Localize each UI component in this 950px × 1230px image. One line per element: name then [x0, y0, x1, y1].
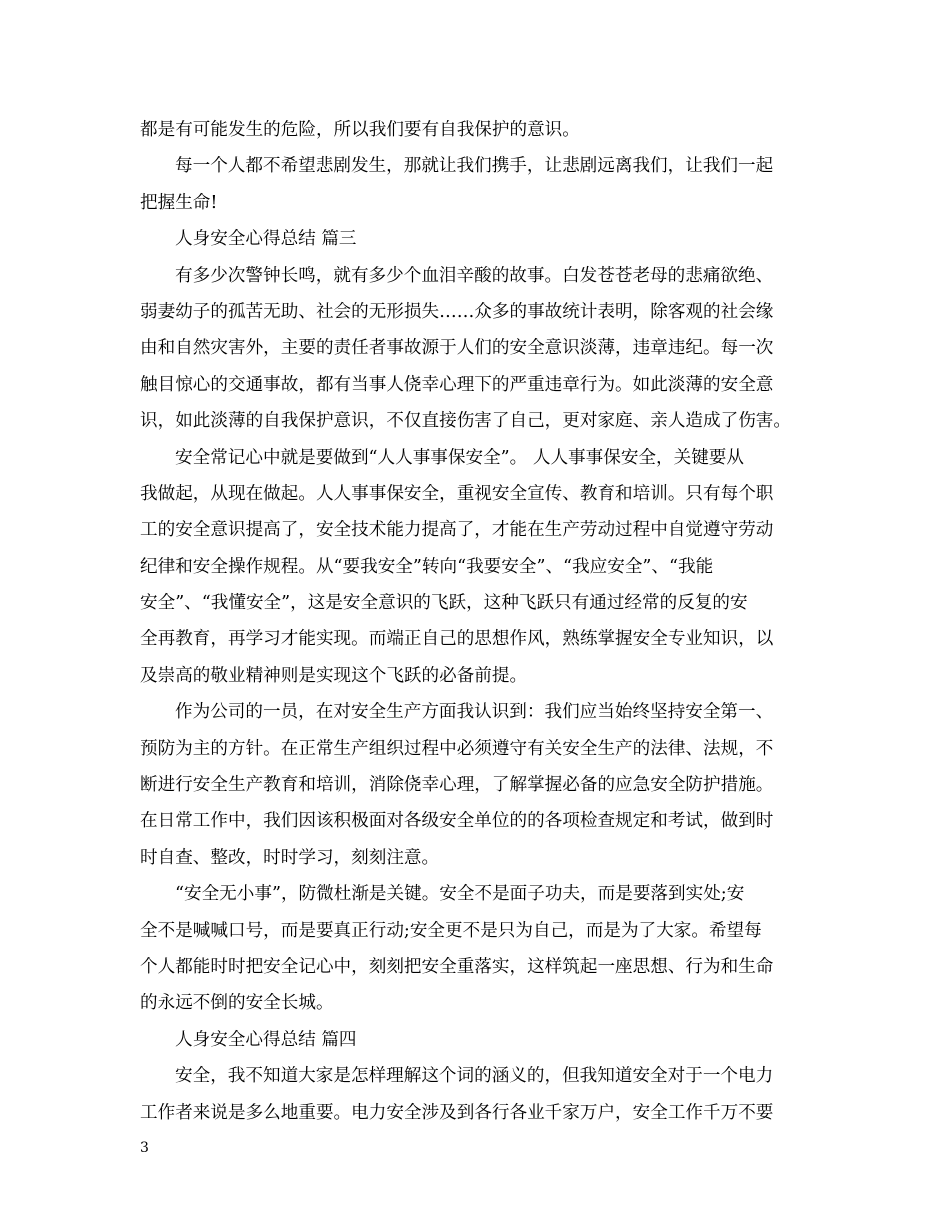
text-line: 纪律和安全操作规程。从“要我安全”转向“我要安全”、“我应安全”、“我能	[140, 556, 714, 577]
page-number: 3	[140, 1140, 149, 1156]
text-line: 在日常工作中，我们因该积极面对各级安全单位的的各项检查规定和考试，做到时	[140, 811, 774, 832]
text-line: 及崇高的敬业精神则是实现这个飞跃的必备前提。	[140, 665, 528, 686]
text-line: “安全无小事”，防微杜渐是关键。安全不是面子功夫，而是要落到实处;安	[175, 884, 745, 905]
text-line: 安全，我不知道大家是怎样理解这个词的涵义的，但我知道安全对于一个电力	[175, 1066, 774, 1087]
text-line: 弱妻幼子的孤苦无助、社会的无形损失……众多的事故统计表明，除客观的社会缘	[140, 301, 774, 322]
text-line: 每一个人都不希望悲剧发生，那就让我们携手，让悲剧远离我们，让我们一起	[175, 156, 774, 177]
text-line: 时自查、整改，时时学习，刻刻注意。	[140, 847, 440, 868]
text-line: 全不是喊喊口号，而是要真正行动;安全更不是只为自己，而是为了大家。希望每	[140, 920, 762, 941]
text-line: 触目惊心的交通事故，都有当事人侥幸心理下的严重违章行为。如此淡薄的安全意	[140, 374, 774, 395]
text-line: 识，如此淡薄的自我保护意识，不仅直接伤害了自己，更对家庭、亲人造成了伤害。	[140, 411, 791, 432]
body-text	[140, 112, 812, 1131]
text-line: 由和自然灾害外，主要的责任者事故源于人们的安全意识淡薄，违章违纪。每一次	[140, 338, 774, 359]
text-line: 人身安全心得总结 篇四	[175, 1029, 357, 1050]
text-line: 人身安全心得总结 篇三	[175, 229, 357, 250]
text-line: 预防为主的方针。在正常生产组织过程中必须遵守有关安全生产的法律、法规，不	[140, 738, 774, 759]
text-line: 工的安全意识提高了，安全技术能力提高了，才能在生产劳动过程中自觉遵守劳动	[140, 520, 774, 541]
text-line: 作为公司的一员，在对安全生产方面我认识到：我们应当始终坚持安全第一、	[175, 702, 774, 723]
text-line: 安全”、“我懂安全”，这是安全意识的飞跃，这种飞跃只有通过经常的反复的安	[140, 593, 748, 614]
text-line: 断进行安全生产教育和培训，消除侥幸心理，了解掌握必备的应急安全防护措施。	[140, 775, 774, 796]
text-line: 的永远不倒的安全长城。	[140, 993, 334, 1014]
text-line: 把握生命!	[140, 192, 218, 213]
text-line: 我做起，从现在做起。人人事事保安全，重视安全宣传、教育和培训。只有每个职	[140, 483, 774, 504]
text-line: 安全常记心中就是要做到“人人事事保安全”。 人人事事保安全，关键要从	[175, 447, 744, 468]
text-line: 工作者来说是多么地重要。电力安全涉及到各行各业千家万户，安全工作千万不要	[140, 1102, 774, 1123]
text-line: 个人都能时时把安全记心中，刻刻把安全重落实，这样筑起一座思想、行为和生命	[140, 956, 774, 977]
text-line: 有多少次警钟长鸣，就有多少个血泪辛酸的故事。白发苍苍老母的悲痛欲绝、	[175, 265, 774, 286]
text-line: 全再教育，再学习才能实现。而端正自己的思想作风，熟练掌握安全专业知识，以	[140, 629, 774, 650]
text-line: 都是有可能发生的危险，所以我们要有自我保护的意识。	[140, 120, 580, 140]
